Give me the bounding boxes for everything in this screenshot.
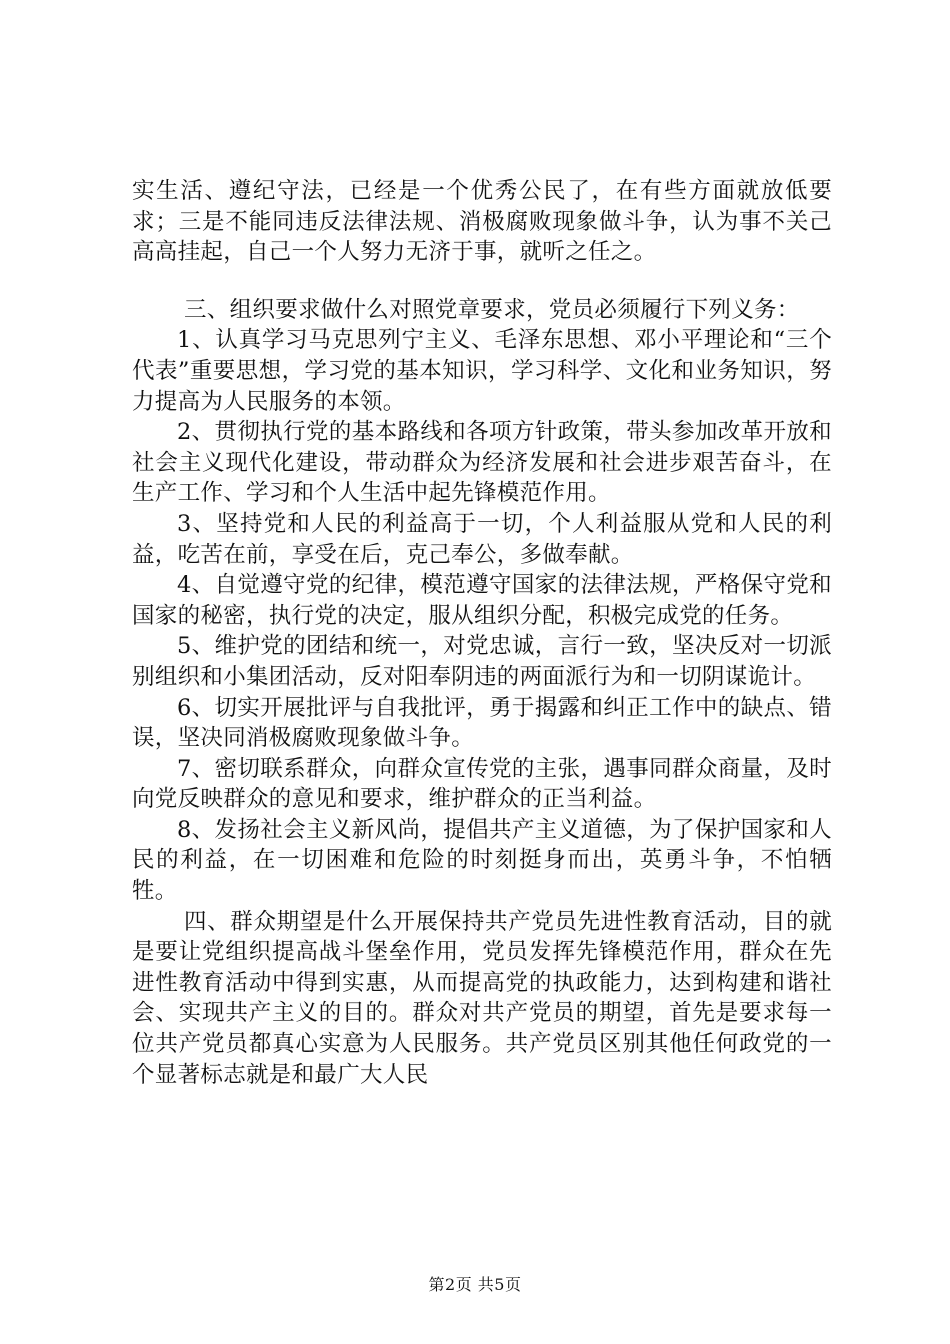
duty-item-2: 2、贯彻执行党的基本路线和各项方针政策，带头参加改革开放和社会主义现代化建设，带动群众为经济发展和社会进步艰苦奋斗，在生产工作、学习和个人生活中起先锋模范作用。 [132, 419, 832, 507]
paragraph-continuation: 实生活、遵纪守法，已经是一个优秀公民了，在有些方面就放低要求；三是不能同违反法律法规、消极腐败现象做斗争，认为事不关己高高挂起，自己一个人努力无济于事，就听之任之。 [132, 178, 832, 266]
page-number-footer: 第2页 共5页 [428, 1275, 522, 1294]
duty-item-5: 5、维护党的团结和统一，对党忠诚，言行一致，坚决反对一切派别组织和小集团活动，反对阳奉阴违的两面派行为和一切阴谋诡计。 [132, 633, 832, 690]
duty-item-3: 3、坚持党和人民的利益高于一切，个人利益服从党和人民的利益，吃苦在前，享受在后，克己奉公，多做奉献。 [132, 510, 832, 568]
duty-item-8: 8、发扬社会主义新风尚，提倡共产主义道德，为了保护国家和人民的利益，在一切困难和危险的时刻挺身而出，英勇斗争，不怕牺牲。 [132, 816, 832, 905]
duty-item-1: 1、认真学习马克思列宁主义、毛泽东思想、邓小平理论和“三个代表”重要思想，学习党的基本知识，学习科学、文化和业务知识，努力提高为人民服务的本领。 [132, 327, 832, 415]
duty-item-7: 7、密切联系群众，向群众宣传党的主张，遇事同群众商量，及时向党反映群众的意见和要求，维护群众的正当利益。 [132, 755, 832, 813]
duty-item-4: 4、自觉遵守党的纪律，模范遵守国家的法律法规，严格保守党和国家的秘密，执行党的决定，服从组织分配，积极完成党的任务。 [132, 572, 832, 629]
section-heading-four: 四、群众期望是什么开展保持共产党员先进性教育活动，目的就是要让党组织提高战斗堡垒作用，党员发挥先锋模范作用，群众在先进性教育活动中得到实惠，从而提高党的执政能力，达到构建和谐社会、实现共产主义的目的。群众对共产党员的期望，首先是要求每一位共产党员都真心实意为人民服务。共产党员区别其他任何政党的一个显著标志就是和最广大人民 [132, 908, 832, 1088]
document-body [132, 176, 832, 1090]
duty-item-6: 6、切实开展批评与自我批评，勇于揭露和纠正工作中的缺点、错误，坚决同消极腐败现象做斗争。 [132, 694, 832, 752]
section-heading-three: 三、组织要求做什么对照党章要求，党员必须履行下列义务： [184, 296, 800, 323]
paragraph-gap [132, 268, 832, 295]
